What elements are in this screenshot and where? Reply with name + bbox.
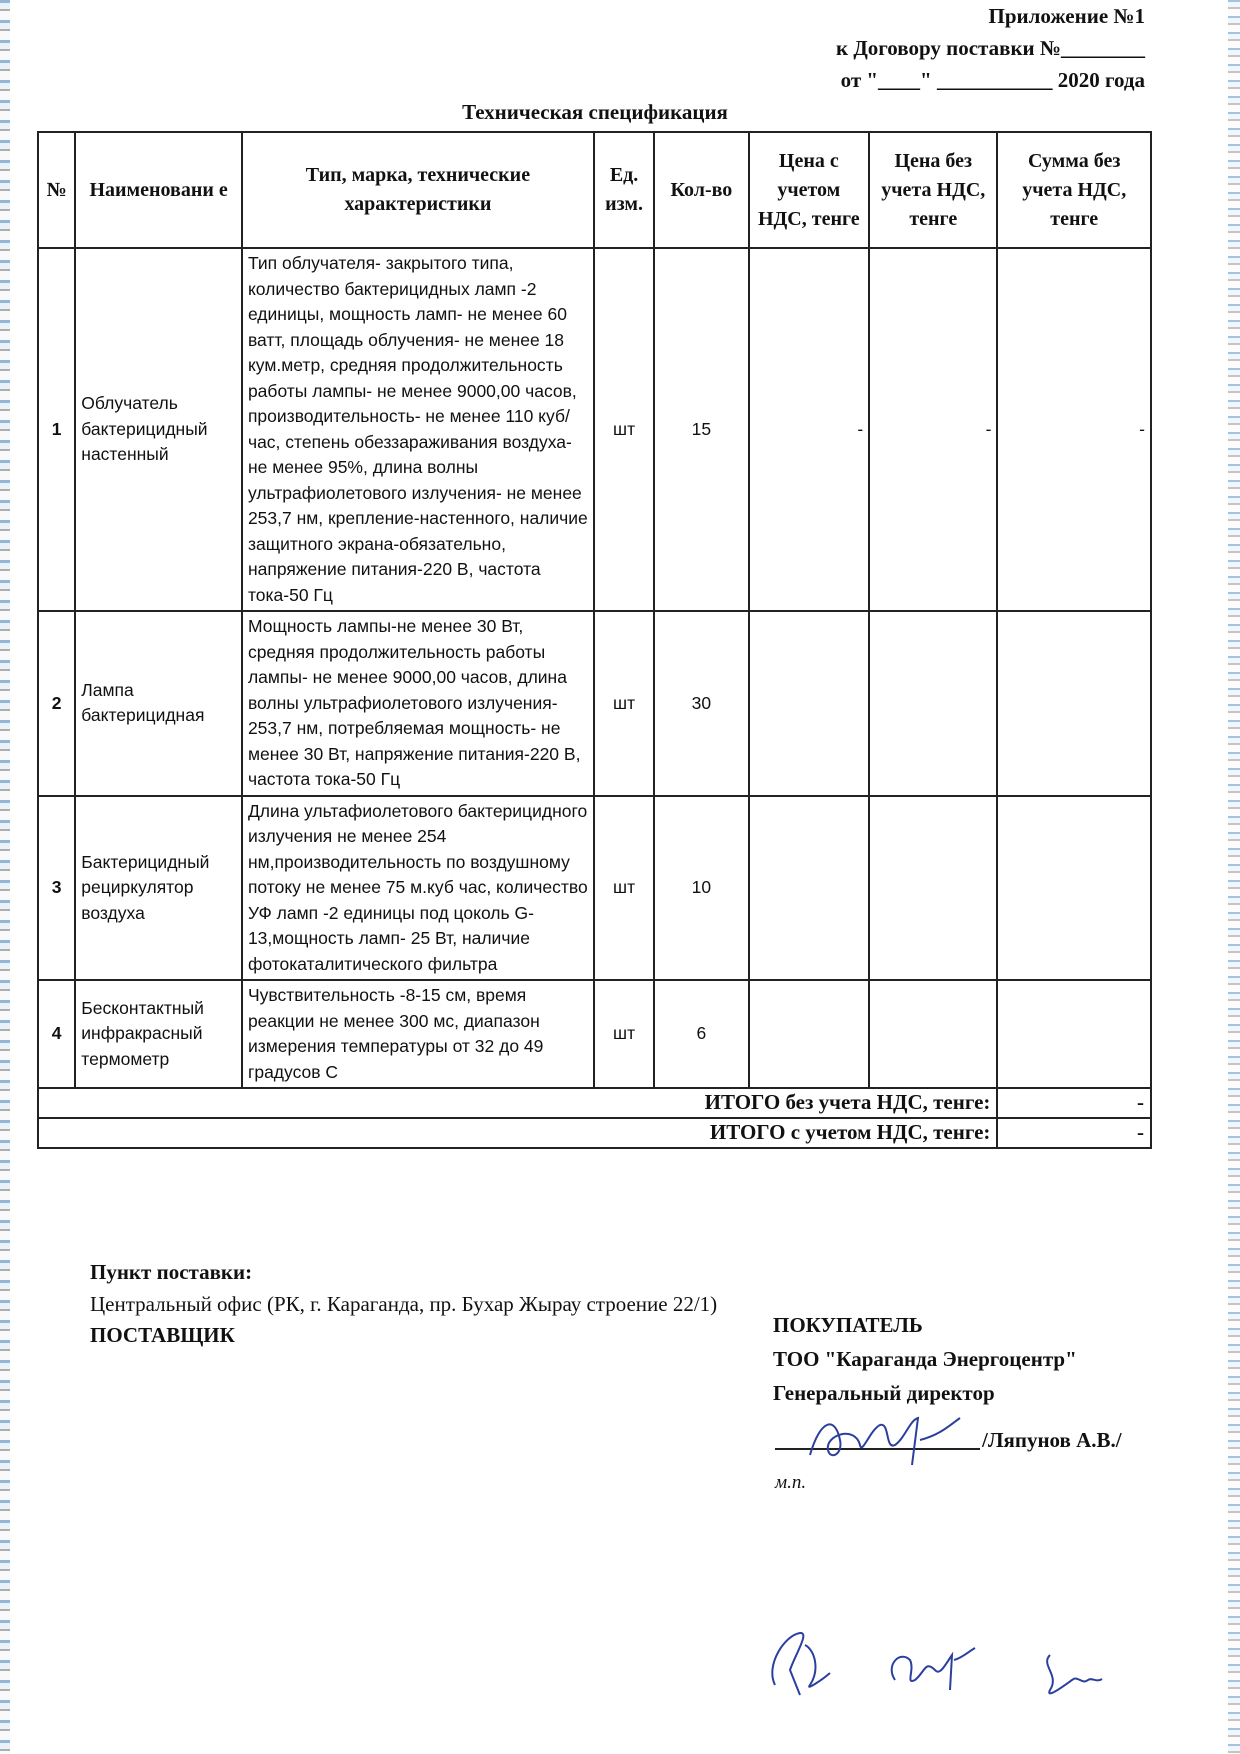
item-unit: шт [594,980,654,1088]
row-number: 1 [38,248,75,611]
item-sum-novat [997,980,1151,1088]
column-header-qty: Кол-во [654,132,748,248]
item-price-vat [749,796,870,981]
buyer-organization: ТОО "Караганда Энергоцентр" [773,1347,1077,1371]
item-price-novat [869,796,997,981]
item-price-novat [869,611,997,796]
column-header-spec: Тип, марка, технические характеристики [242,132,594,248]
total-label-vat: ИТОГО с учетом НДС, тенге: [38,1118,997,1148]
item-sum-novat [997,611,1151,796]
item-name: Облучатель бактерицидный настенный [75,248,242,611]
item-price-vat: - [749,248,870,611]
scan-edge-left [0,0,10,1754]
item-sum-novat [997,796,1151,981]
item-spec: Тип облучателя- закрытого типа, количество бактерицидных ламп -2 единицы, мощность ламп- не менее 60 ватт, площадь облучения- не менее 18 кум.метр, средняя продолжительность работы лампы- не менее 9000,00 часов, производительность- не менее 110 куб/час, степень обеззараживания воздуха- не менее 95%, длина волны ультрафиолетового излучения- не менее 253,7 нм, крепление-настенного, наличие защитного экрана-обязательно, напряжение питания-220 В, частота тока-50 Гц [242,248,594,611]
item-price-vat [749,611,870,796]
item-name: Бактерицидный рециркулятор воздуха [75,796,242,981]
row-number: 2 [38,611,75,796]
scan-edge-right [1228,0,1240,1754]
column-header-sum-novat: Сумма без учета НДС, тенге [997,132,1151,248]
item-name: Бесконтактный инфракрасный термометр [75,980,242,1088]
row-number: 3 [38,796,75,981]
appendix-number: Приложение №1 [988,4,1145,28]
total-row-vat [38,1118,1151,1148]
column-header-unit: Ед. изм. [594,132,654,248]
table-row [38,980,1151,1088]
buyer-position: Генеральный директор [773,1381,995,1405]
item-unit: шт [594,611,654,796]
item-price-vat [749,980,870,1088]
item-spec: Длина ультафиолетового бактерицидного излучения не менее 254 нм,производительность по воздушному потоку не менее 75 м.куб час, количество УФ ламп -2 единицы под цоколь G-13,мощность ламп- 25 Вт, наличие фотокаталитического фильтра [242,796,594,981]
column-header-number: № [38,132,75,248]
signer-name: /Ляпунов А.В./ [982,1428,1122,1452]
item-sum-novat: - [997,248,1151,611]
item-qty: 15 [654,248,748,611]
total-value-vat: - [997,1118,1151,1148]
item-qty: 30 [654,611,748,796]
buyer-label: ПОКУПАТЕЛЬ [773,1313,923,1337]
table-row [38,248,1151,611]
table-row [38,796,1151,981]
specification-table [37,131,1152,1149]
appendix-header [725,0,1145,96]
item-spec: Мощность лампы-не менее 30 Вт, средняя продолжительность работы лампы- не менее 9000,00 часов, длина волны ультрафиолетового излучения- 253,7 нм, потребляемая мощность- не менее 30 Вт, напряжение питания-220 В, частота тока-50 Гц [242,611,594,796]
delivery-label: Пункт поставки: [90,1260,253,1284]
initials-signature-3 [1030,1645,1105,1705]
total-row-no-vat [38,1088,1151,1118]
initials-signature-1 [760,1625,850,1700]
director-signature [800,1410,970,1470]
document-title: Техническая спецификация [462,100,728,124]
table-header-row [38,132,1151,248]
delivery-address: Центральный офис (РК, г. Караганда, пр. Бухар Жырау строение 22/1) [90,1292,718,1316]
total-label-no-vat: ИТОГО без учета НДС, тенге: [38,1088,997,1118]
table-row [38,611,1151,796]
item-qty: 10 [654,796,748,981]
column-header-price-novat: Цена без учета НДС, тенге [869,132,997,248]
item-price-novat [869,980,997,1088]
contract-date: от "____" ___________ 2020 года [840,68,1145,92]
item-name: Лампа бактерицидная [75,611,242,796]
supplier-label: ПОСТАВЩИК [90,1323,235,1347]
row-number: 4 [38,980,75,1088]
item-unit: шт [594,796,654,981]
column-header-name: Наименовани е [75,132,242,248]
item-qty: 6 [654,980,748,1088]
item-spec: Чувствительность -8-15 см, время реакции не менее 300 мс, диапазон измерения температуры от 32 до 49 градусов С [242,980,594,1088]
total-value-no-vat: - [997,1088,1151,1118]
column-header-price-vat: Цена с учетом НДС, тенге [749,132,870,248]
buyer-block [773,1308,1077,1410]
initials-signature-2 [880,1640,980,1700]
stamp-place: м.п. [775,1472,807,1493]
contract-reference: к Договору поставки №________ [835,36,1145,60]
item-price-novat: - [869,248,997,611]
item-unit: шт [594,248,654,611]
